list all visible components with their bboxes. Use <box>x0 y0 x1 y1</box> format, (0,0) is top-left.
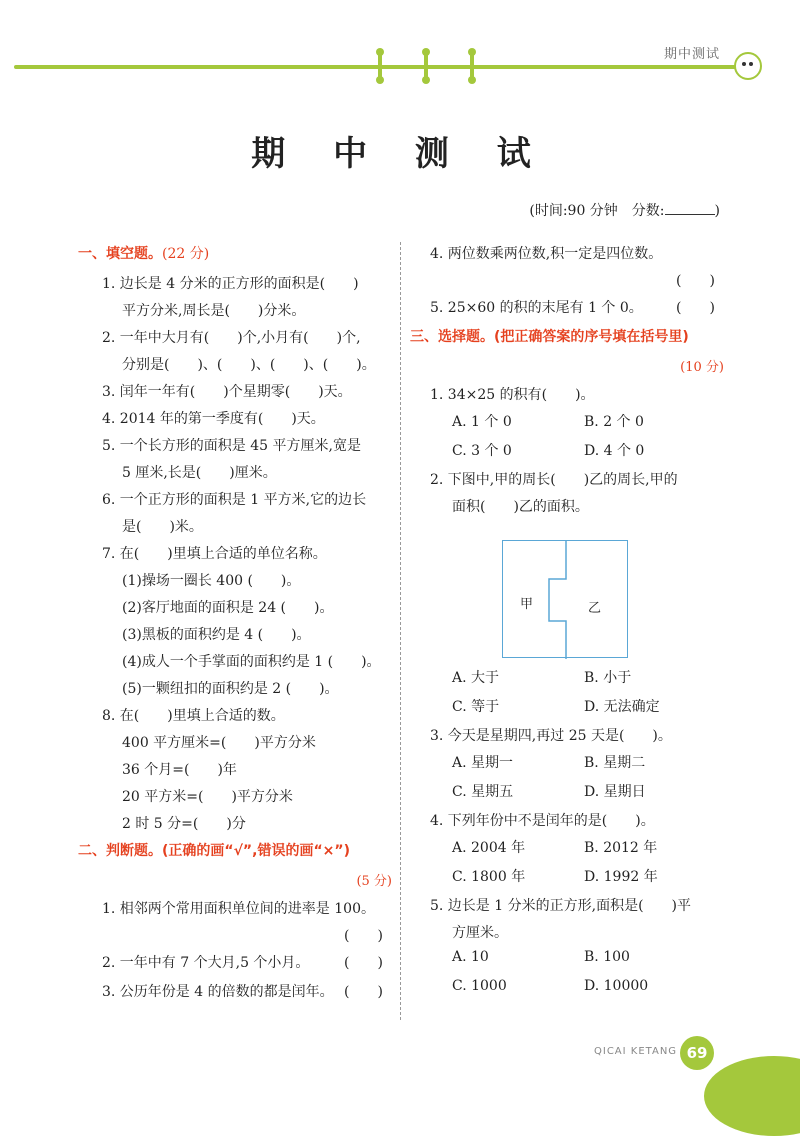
question-line: 400 平方厘米=( )平方分米 <box>122 735 316 751</box>
question-line: (4)成人一个手掌面的面积约是 1 ( )。 <box>122 654 381 670</box>
section-heading <box>78 840 350 860</box>
footer-brand: QICAI KETANG <box>594 1046 678 1057</box>
choice-option[interactable]: C. 星期五 <box>452 784 514 800</box>
page-title: 期 中 测 试 <box>251 134 549 174</box>
question-line: 36 个月=( )年 <box>122 762 237 778</box>
question-line: 1. 边长是 4 分米的正方形的面积是( ) <box>102 276 359 292</box>
section-title: 二、判断题。(正确的画“√”,错误的画“×”) <box>78 843 350 859</box>
question-line: 5. 25×60 的积的末尾有 1 个 0。 <box>430 300 643 316</box>
choice-option[interactable]: C. 3 个 0 <box>452 443 512 459</box>
question-line: 8. 在( )里填上合适的数。 <box>102 708 285 724</box>
choice-option[interactable]: A. 大于 <box>452 670 500 686</box>
answer-paren[interactable]: ( ) <box>676 300 715 316</box>
header-tag: 期中测试 <box>663 47 720 62</box>
column-divider <box>400 242 401 1020</box>
figure-label-yi: 乙 <box>588 601 602 616</box>
choice-option[interactable]: A. 1 个 0 <box>452 414 512 430</box>
question-line: 4. 下列年份中不是闰年的是( )。 <box>430 813 655 829</box>
choice-option[interactable]: A. 星期一 <box>452 755 514 771</box>
section-points: (22 分) <box>162 246 210 262</box>
question-line: 2. 一年中大月有( )个,小月有( )个, <box>102 330 361 346</box>
choice-option[interactable]: D. 10000 <box>584 978 649 994</box>
binder-ring-icon <box>468 48 476 84</box>
choice-option[interactable]: B. 小于 <box>584 670 632 686</box>
question-line: 3. 闰年一年有( )个星期零( )天。 <box>102 384 352 400</box>
choice-option[interactable]: B. 2012 年 <box>584 840 658 856</box>
mascot-icon <box>734 52 762 80</box>
answer-paren[interactable]: ( ) <box>344 984 383 1000</box>
question-line: 6. 一个正方形的面积是 1 平方米,它的边长 <box>102 492 367 508</box>
answer-paren[interactable]: ( ) <box>344 955 383 971</box>
choice-option[interactable]: B. 2 个 0 <box>584 414 644 430</box>
question-line: 5. 边长是 1 分米的正方形,面积是( )平 <box>430 898 691 914</box>
section-title: 三、选择题。(把正确答案的序号填在括号里) <box>410 329 689 345</box>
question-line: 7. 在( )里填上合适的单位名称。 <box>102 546 327 562</box>
question-line: 面积( )乙的面积。 <box>452 499 589 515</box>
choice-option[interactable]: B. 100 <box>584 949 630 965</box>
score-blank[interactable] <box>665 202 715 215</box>
question-line: 5. 一个长方形的面积是 45 平方厘米,宽是 <box>102 438 361 454</box>
footer-decoration <box>704 1056 800 1136</box>
question-line: 方厘米。 <box>452 925 508 941</box>
question-line: (2)客厅地面的面积是 24 ( )。 <box>122 600 334 616</box>
choice-option[interactable]: C. 1800 年 <box>452 869 526 885</box>
page-number: 69 <box>686 1044 708 1062</box>
question-line: (1)操场一圈长 400 ( )。 <box>122 573 301 589</box>
question-line: 4. 2014 年的第一季度有( )天。 <box>102 411 325 427</box>
choice-option[interactable]: D. 星期日 <box>584 784 646 800</box>
time-score-line: (时间:90 分钟 分数: ) <box>529 203 720 219</box>
question-line: 分别是( )、( )、( )、( )。 <box>122 357 376 373</box>
section-title: 一、填空题。 <box>78 246 162 262</box>
figure-label-jia: 甲 <box>520 597 534 612</box>
question-line: (5)一颗纽扣的面积约是 2 ( )。 <box>122 681 339 697</box>
question-line: 3. 今天是星期四,再过 25 天是( )。 <box>430 728 672 744</box>
choice-option[interactable]: A. 10 <box>452 949 489 965</box>
section-points: (5 分) <box>356 874 392 889</box>
question-line: 4. 两位数乘两位数,积一定是四位数。 <box>430 246 663 262</box>
binder-ring-icon <box>376 48 384 84</box>
binder-ring-icon <box>422 48 430 84</box>
question-line: 3. 公历年份是 4 的倍数的都是闰年。 <box>102 984 334 1000</box>
section-heading <box>410 326 689 346</box>
question-line: 1. 34×25 的积有( )。 <box>430 387 595 403</box>
question-line: (3)黑板的面积约是 4 ( )。 <box>122 627 311 643</box>
choice-option[interactable]: C. 1000 <box>452 978 507 994</box>
question-line: 平方分米,周长是( )分米。 <box>122 303 306 319</box>
question-line: 是( )米。 <box>122 519 203 535</box>
section-heading <box>78 243 209 263</box>
answer-paren[interactable]: ( ) <box>676 273 715 289</box>
choice-option[interactable]: D. 无法确定 <box>584 699 660 715</box>
question-line: 20 平方米=( )平方分米 <box>122 789 293 805</box>
choice-option[interactable]: D. 4 个 0 <box>584 443 645 459</box>
section-points: (10 分) <box>680 360 724 375</box>
question-line: 1. 相邻两个常用面积单位间的进率是 100。 <box>102 901 375 917</box>
choice-option[interactable]: A. 2004 年 <box>452 840 526 856</box>
question-line: 5 厘米,长是( )厘米。 <box>122 465 277 481</box>
question-line: 2 时 5 分=( )分 <box>122 816 246 832</box>
question-line: 2. 一年中有 7 个大月,5 个小月。 <box>102 955 310 971</box>
choice-option[interactable]: D. 1992 年 <box>584 869 658 885</box>
choice-option[interactable]: B. 星期二 <box>584 755 646 771</box>
question-line: 2. 下图中,甲的周长( )乙的周长,甲的 <box>430 472 678 488</box>
choice-option[interactable]: C. 等于 <box>452 699 500 715</box>
answer-paren[interactable]: ( ) <box>344 928 383 944</box>
